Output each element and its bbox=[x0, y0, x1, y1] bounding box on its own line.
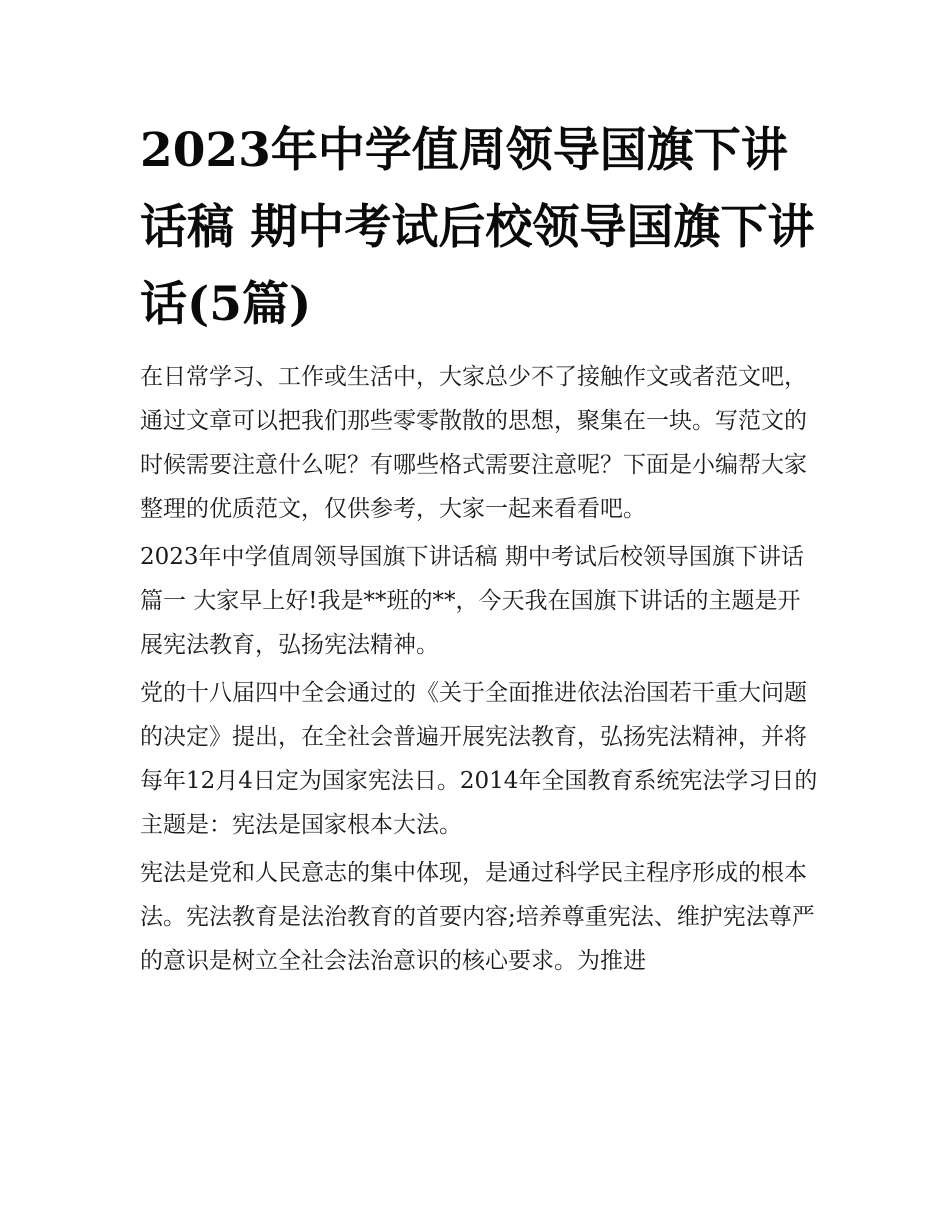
document-title: 2023年中学值周领导国旗下讲话稿 期中考试后校领导国旗下讲话(5篇) bbox=[140, 123, 815, 332]
speech-opening-paragraph: 2023年中学值周领导国旗下讲话稿 期中考试后校领导国旗下讲话篇一 大家早上好!我是**班的**，今天我在国旗下讲话的主题是开展宪法教育，弘扬宪法精神。 bbox=[140, 544, 804, 658]
document-page bbox=[140, 112, 820, 983]
intro-paragraph: 在日常学习、工作或生活中，大家总少不了接触作文或者范文吧，通过文章可以把我们那些零零散散的思想，聚集在一块。写范文的时候需要注意什么呢？有哪些格式需要注意呢？下面是小编帮大家整理的优质范文，仅供参考，大家一起来看看吧。 bbox=[140, 364, 807, 522]
constitution-decision-paragraph: 党的十八届四中全会通过的《关于全面推进依法治国若干重大问题的决定》提出，在全社会普遍开展宪法教育，弘扬宪法精神，并将每年12月4日定为国家宪法日。2014年全国教育系统宪法学习日的主题是：宪法是国家根本大法。 bbox=[140, 680, 818, 838]
constitution-education-paragraph: 宪法是党和人民意志的集中体现，是通过科学民主程序形成的根本法。宪法教育是法治教育的首要内容;培养尊重宪法、维护宪法尊严的意识是树立全社会法治意识的核心要求。为推进 bbox=[140, 860, 815, 974]
